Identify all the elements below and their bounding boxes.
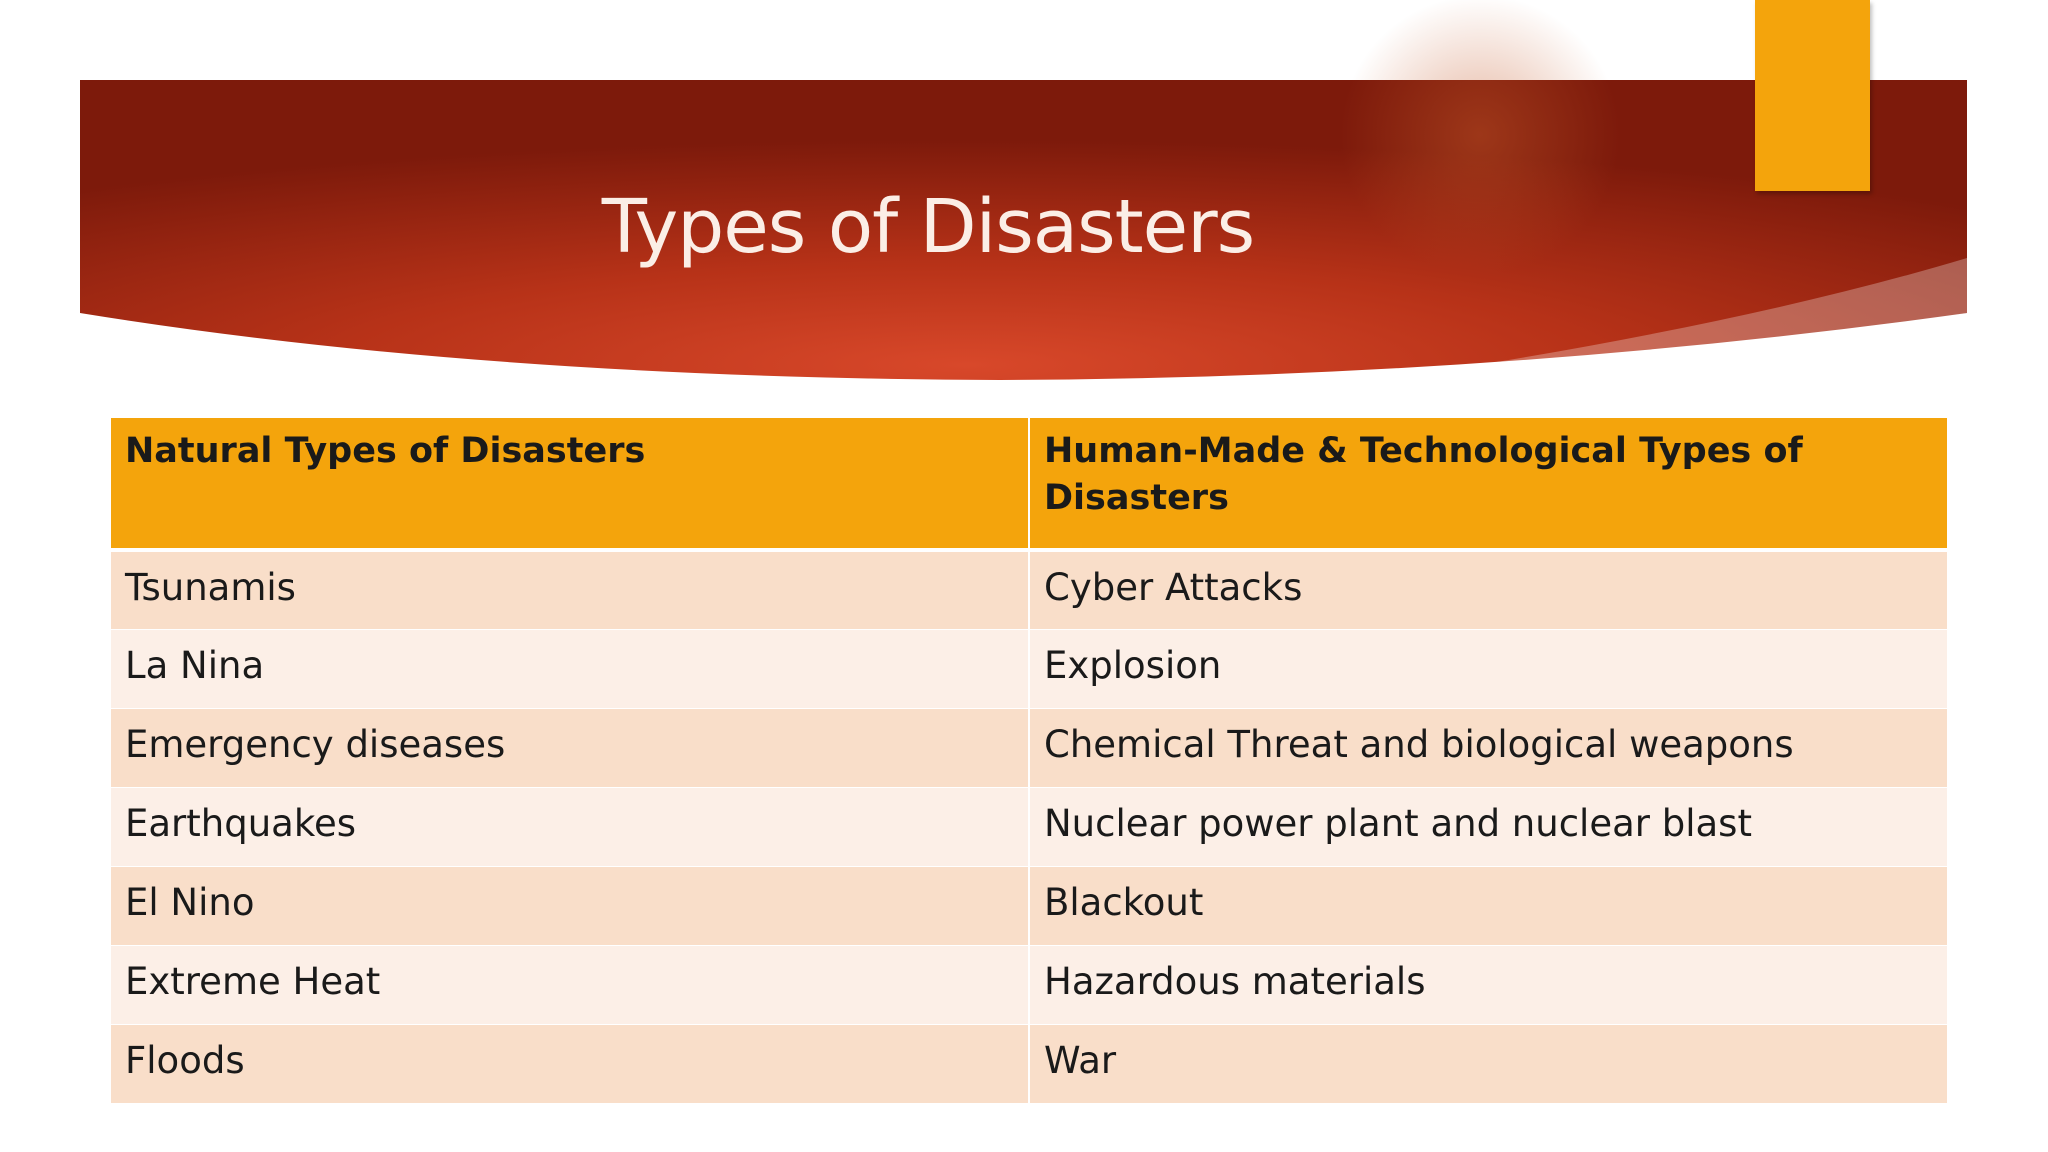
natural-cell: Tsunamis	[111, 550, 1029, 629]
disaster-table	[111, 418, 1947, 1103]
human-made-cell: Chemical Threat and biological weapons	[1029, 708, 1947, 787]
header-human-made: Human-Made & Technological Types of Disasters	[1029, 418, 1947, 550]
natural-cell: Floods	[111, 1024, 1029, 1103]
human-made-cell: Blackout	[1029, 866, 1947, 945]
table-row	[111, 866, 1947, 945]
human-made-cell: War	[1029, 1024, 1947, 1103]
natural-cell: Earthquakes	[111, 787, 1029, 866]
table-row	[111, 1024, 1947, 1103]
header-natural: Natural Types of Disasters	[111, 418, 1029, 550]
disaster-table-container	[111, 418, 1947, 1103]
header-row	[111, 418, 1947, 550]
accent-tab	[1755, 0, 1870, 191]
slide-title: Types of Disasters	[601, 184, 1255, 270]
natural-cell: Extreme Heat	[111, 945, 1029, 1024]
human-made-cell: Explosion	[1029, 629, 1947, 708]
human-made-cell: Nuclear power plant and nuclear blast	[1029, 787, 1947, 866]
human-made-cell: Hazardous materials	[1029, 945, 1947, 1024]
table-row	[111, 787, 1947, 866]
natural-cell: El Nino	[111, 866, 1029, 945]
table-row	[111, 629, 1947, 708]
natural-cell: La Nina	[111, 629, 1029, 708]
table-row	[111, 550, 1947, 629]
table-row	[111, 945, 1947, 1024]
natural-cell: Emergency diseases	[111, 708, 1029, 787]
human-made-cell: Cyber Attacks	[1029, 550, 1947, 629]
table-row	[111, 708, 1947, 787]
